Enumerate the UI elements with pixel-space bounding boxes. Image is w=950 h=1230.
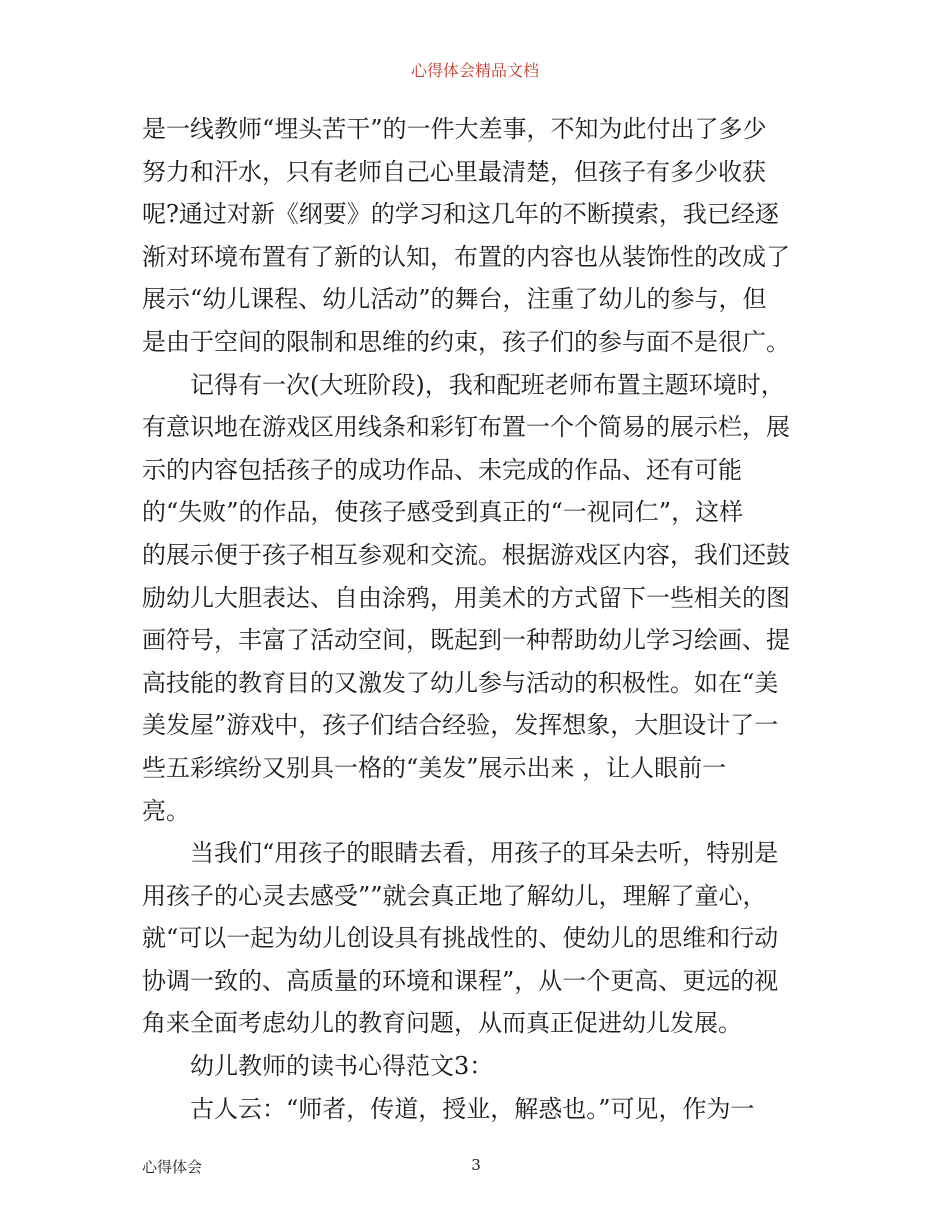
paragraph-start-line: 古人云：“师者，传道，授业，解惑也。”可见，作为一 (190, 1094, 755, 1123)
document-body (142, 108, 814, 1130)
section-heading-line: 幼儿教师的读书心得范文3： (190, 1052, 494, 1081)
text-line: 示的内容包括孩子的成功作品、未完成的作品、还有可能 (142, 455, 742, 484)
text-line: 亮。 (142, 796, 190, 825)
text-line: 努力和汗水，只有老师自己心里最清楚，但孩子有多少收获 (142, 157, 766, 186)
text-line: 角来全面考虑幼儿的教育问题，从而真正促进幼儿发展。 (142, 1009, 742, 1038)
text-line: 是由于空间的限制和思维的约束，孩子们的参与面不是很广。 (142, 327, 790, 356)
text-line: 的“失败”的作品，使孩子感受到真正的“一视同仁”，这样 (142, 498, 744, 527)
text-line: 用孩子的心灵去感受””就会真正地了解幼儿，理解了童心， (142, 881, 767, 910)
text-line: 美发屋”游戏中，孩子们结合经验，发挥想象，大胆设计了一 (142, 711, 779, 740)
text-line: 是一线教师“埋头苦干”的一件大差事，不知为此付出了多少 (142, 115, 767, 143)
text-line: 渐对环境布置有了新的认知，布置的内容也从装饰性的改成了 (142, 242, 790, 271)
paragraph-start-line: 当我们“用孩子的眼睛去看，用孩子的耳朵去听，特别是 (190, 839, 779, 868)
page-number: 3 (471, 1156, 481, 1174)
text-line: 协调一致的、高质量的环境和课程”，从一个更高、更远的视 (142, 966, 779, 995)
text-line: 画符号，丰富了活动空间，既起到一种帮助幼儿学习绘画、提 (142, 626, 790, 655)
footer-label: 心得体会 (142, 1158, 203, 1176)
text-line: 展示“幼儿课程、幼儿活动”的舞台，注重了幼儿的参与，但 (142, 285, 767, 314)
text-line: 些五彩缤纷又别具一格的“美发”展示出来 ，让人眼前一 (142, 753, 727, 782)
text-line: 励幼儿大胆表达、自由涂鸦，用美术的方式留下一些相关的图 (142, 583, 790, 612)
page-header-title: 心得体会精品文档 (410, 61, 539, 80)
text-line: 呢?通过对新《纲要》的学习和这几年的不断摸索，我已经逐 (142, 200, 779, 229)
text-line: 的展示便于孩子相互参观和交流。根据游戏区内容，我们还鼓 (142, 540, 790, 569)
text-line: 就“可以一起为幼儿创设具有挑战性的、使幼儿的思维和行动 (142, 924, 779, 953)
text-line: 有意识地在游戏区用线条和彩钉布置一个个简易的展示栏，展 (142, 413, 790, 442)
paragraph-start-line: 记得有一次(大班阶段)，我和配班老师布置主题环境时， (190, 370, 785, 399)
text-line: 高技能的教育目的又激发了幼儿参与活动的积极性。如在“美 (142, 668, 779, 697)
